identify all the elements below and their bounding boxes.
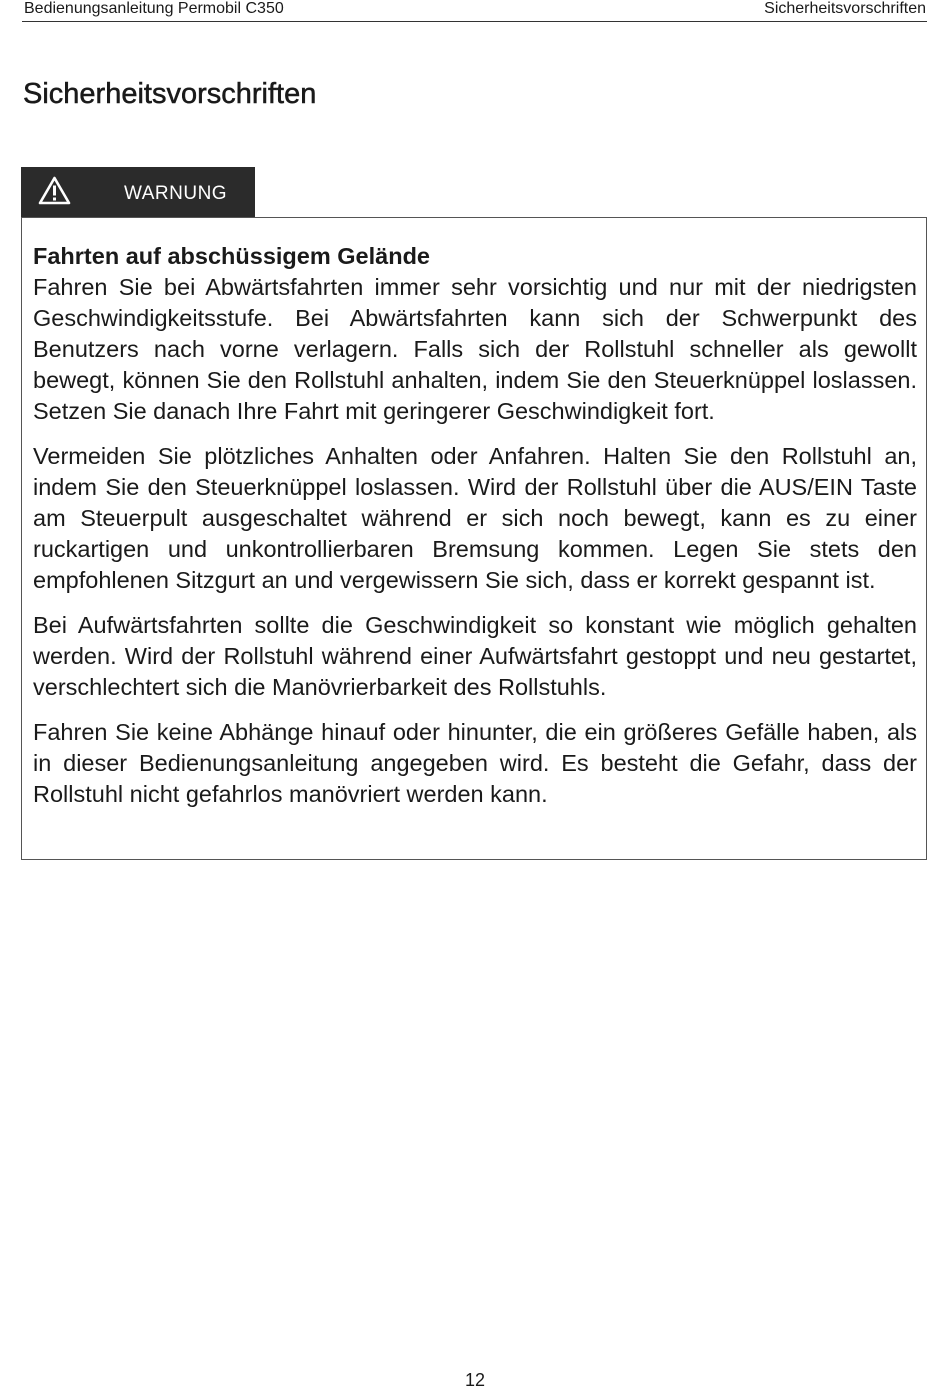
warning-heading: Fahrten auf abschüssigem Gelände bbox=[33, 243, 430, 269]
warning-content bbox=[33, 241, 917, 824]
warning-paragraph: Bei Aufwärtsfahrten sollte die Geschwindigkeit so konstant wie möglich gehalten werden. Wird der Rollstuhl während einer Aufwärtsfahrt gestoppt und neu gestartet, verschlechtert sich die Manövrierbarkeit des Rollstuhls. bbox=[33, 612, 917, 700]
warning-paragraph: Vermeiden Sie plötzliches Anhalten oder Anfahren. Halten Sie den Rollstuhl an, indem Sie den Steuerknüppel loslassen. Wird der Rollstuhl über die AUS/EIN Taste am Steuerpult ausgeschaltet während er sich noch bewegt, kann es zu einer ruckartigen und unkontrollierbaren Bremsung kommen. Legen Sie stets den empfohlenen Sitzgurt an und vergewissern Sie sich, dass er korrekt gespannt ist. bbox=[33, 443, 917, 593]
warning-paragraph: Fahren Sie bei Abwärtsfahrten immer sehr vorsichtig und nur mit der niedrigsten Geschwindigkeitsstufe. Bei Abwärtsfahrten kann sich der Schwerpunkt des Benutzers nach vorne verlagern. Falls sich der Rollstuhl schneller als gewollt bewegt, können Sie den Rollstuhl anhalten, indem Sie den Steuerknüppel loslassen. Setzen Sie danach Ihre Fahrt mit geringerer Geschwindigkeit fort. bbox=[33, 274, 917, 424]
warning-triangle-icon bbox=[38, 176, 71, 205]
warning-label: WARNUNG bbox=[124, 183, 228, 204]
warning-paragraph: Fahren Sie keine Abhänge hinauf oder hinunter, die ein größeres Gefälle haben, als in dieser Bedienungsanleitung angegeben wird. Es besteht die Gefahr, dass der Rollstuhl nicht gefahrlos manövriert werden kann. bbox=[33, 719, 917, 807]
page-number: 12 bbox=[464, 1370, 486, 1390]
section-title: Sicherheitsvorschriften bbox=[23, 78, 317, 110]
header-section-name: Sicherheitsvorschriften bbox=[764, 0, 926, 17]
header-manual-title: Bedienungsanleitung Permobil C350 bbox=[24, 0, 284, 17]
warning-tab bbox=[21, 167, 255, 218]
warning-box bbox=[21, 217, 927, 860]
running-header bbox=[22, 0, 927, 22]
